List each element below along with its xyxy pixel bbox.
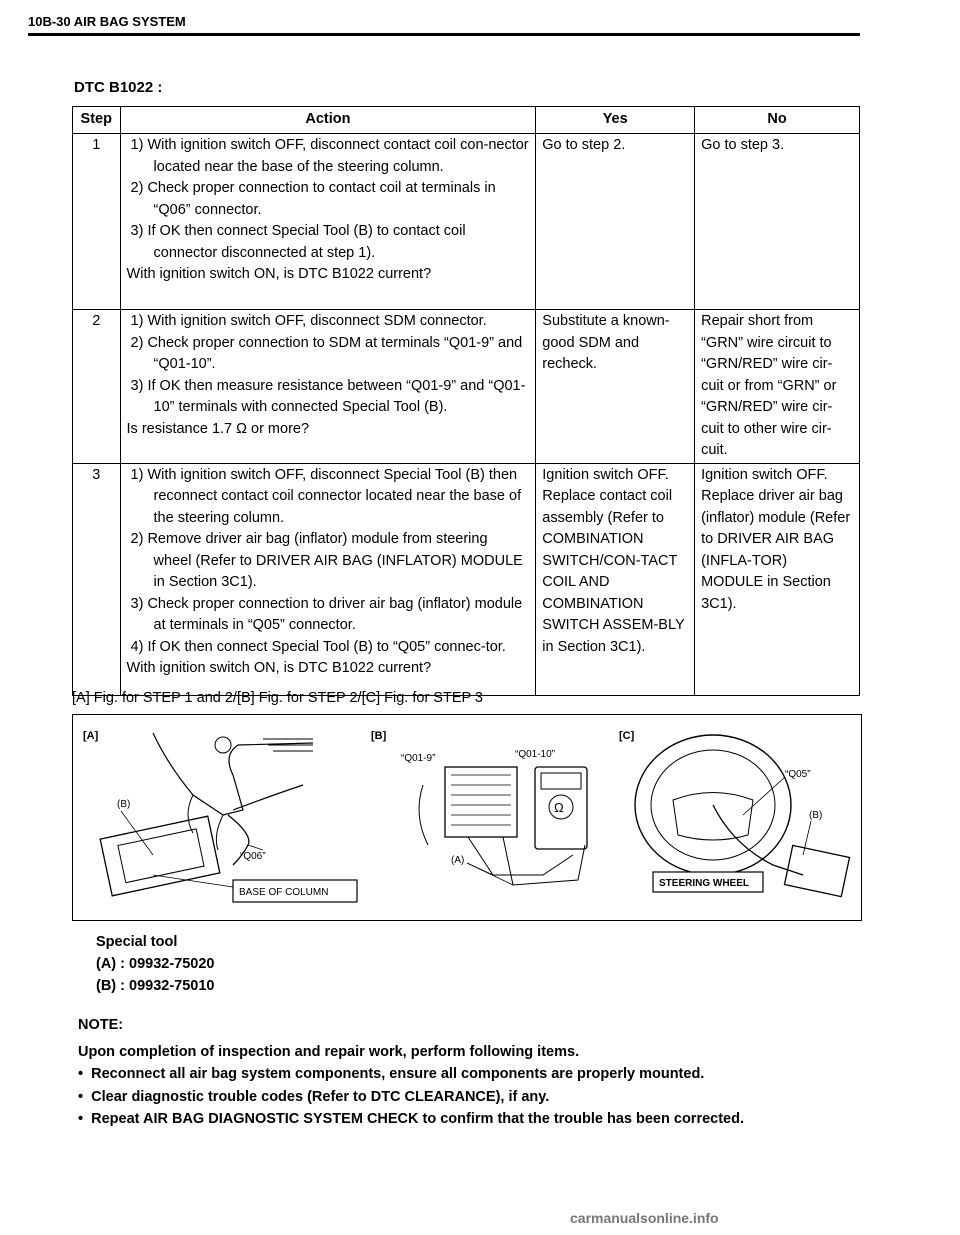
- col-action: Action: [120, 107, 536, 134]
- special-tool-block: [96, 931, 215, 997]
- yes-cell: Substitute a known-good SDM and recheck.: [536, 310, 695, 464]
- action-cell: [120, 310, 536, 464]
- action-question: Is resistance 1.7 Ω or more?: [126, 420, 310, 437]
- figure-box: [72, 714, 862, 921]
- note-block: [78, 1014, 744, 1131]
- step-number: 3: [73, 463, 121, 695]
- panel-c-connector: “Q05”: [785, 769, 811, 780]
- action-item: 3) Check proper connection to driver air bag (inflator) module at terminals in “Q05” connector.: [130, 595, 523, 633]
- table-header-row: [73, 107, 860, 134]
- table-row: [73, 463, 860, 695]
- special-tool-title: Special tool: [96, 934, 178, 950]
- table-row: [73, 310, 860, 464]
- dtc-title: DTC B1022 :: [74, 79, 163, 96]
- page-header: 10B-30 AIR BAG SYSTEM: [28, 14, 186, 29]
- action-item: 2) Check proper connection to SDM at terminals “Q01-9” and “Q01-10”.: [130, 334, 523, 372]
- header-rule: [28, 33, 860, 36]
- action-item: 3) If OK then connect Special Tool (B) to contact coil connector disconnected at step 1).: [130, 223, 466, 261]
- special-tool-b: (B) : 09932-75010: [96, 978, 215, 994]
- panel-a-tool: (B): [117, 799, 131, 810]
- action-item: 1) With ignition switch OFF, disconnect SDM connector.: [130, 313, 487, 329]
- figure-caption: [A] Fig. for STEP 1 and 2/[B] Fig. for STEP 2/[C] Fig. for STEP 3: [72, 690, 483, 706]
- col-step: Step: [73, 107, 121, 134]
- panel-b-terminal-2: “Q01-10”: [515, 749, 556, 760]
- yes-cell: Ignition switch OFF. Replace contact coil assembly (Refer to COMBINATION SWITCH/CON-TACT COIL AND COMBINATION SWITCH ASSEM-BLY in Section 3C1).: [536, 463, 695, 695]
- action-question: With ignition switch ON, is DTC B1022 current?: [126, 266, 432, 282]
- step-number: 2: [73, 310, 121, 464]
- no-cell: Repair short from “GRN” wire circuit to “GRN/RED” wire cir-cuit or from “GRN” or “GRN/RED” wire cir-cuit to other wire cir-cuit.: [695, 310, 860, 464]
- panel-b-label: [B]: [371, 730, 387, 742]
- no-cell: Go to step 3.: [695, 134, 860, 310]
- yes-cell: Go to step 2.: [536, 134, 695, 310]
- note-intro: Upon completion of inspection and repair work, perform following items.: [78, 1043, 580, 1060]
- panel-c: [619, 730, 850, 897]
- no-cell: Ignition switch OFF. Replace driver air bag (inflator) module (Refer to DRIVER AIR BAG (INFLA-TOR) MODULE in Section 3C1).: [695, 463, 860, 695]
- panel-c-tool: (B): [809, 810, 823, 821]
- note-bullet: • Clear diagnostic trouble codes (Refer to DTC CLEARANCE), if any.: [78, 1088, 550, 1105]
- panel-b-ohm-symbol: Ω: [554, 800, 564, 815]
- action-item: 3) If OK then measure resistance between “Q01-9” and “Q01-10” terminals with connected Special Tool (B).: [130, 377, 526, 415]
- diagnostic-table: [72, 106, 860, 696]
- step-number: 1: [73, 134, 121, 310]
- panel-b-tool: (A): [451, 855, 465, 866]
- action-item: 1) With ignition switch OFF, disconnect Special Tool (B) then reconnect contact coil connector located near the base of the steering column.: [130, 466, 522, 526]
- figure-illustration: [73, 715, 861, 920]
- panel-c-box-label: STEERING WHEEL: [659, 878, 750, 889]
- panel-b: [371, 730, 587, 885]
- panel-a-connector: “Q06”: [240, 851, 266, 862]
- panel-a-label: [A]: [83, 730, 99, 742]
- note-bullet: • Reconnect all air bag system components, ensure all components are properly mounted.: [78, 1066, 705, 1082]
- panel-c-label: [C]: [619, 730, 635, 742]
- note-bullet: • Repeat AIR BAG DIAGNOSTIC SYSTEM CHECK to confirm that the trouble has been corrected.: [78, 1111, 744, 1127]
- action-item: 2) Check proper connection to contact coil at terminals in “Q06” connector.: [130, 180, 496, 218]
- action-question: With ignition switch ON, is DTC B1022 current?: [126, 660, 432, 676]
- col-yes: Yes: [536, 107, 695, 134]
- action-item: 4) If OK then connect Special Tool (B) to “Q05” connec-tor.: [130, 638, 506, 655]
- col-no: No: [695, 107, 860, 134]
- panel-a-box-label: BASE OF COLUMN: [239, 887, 329, 898]
- action-item: 2) Remove driver air bag (inflator) module from steering wheel (Refer to DRIVER AIR BAG (INFLATOR) MODULE in Section 3C1).: [130, 531, 523, 590]
- table-row: [73, 134, 860, 310]
- action-item: 1) With ignition switch OFF, disconnect contact coil con-nector located near the base of the steering column.: [130, 137, 529, 175]
- action-cell: [120, 463, 536, 695]
- action-cell: [120, 134, 536, 310]
- watermark-footer: carmanualsonline.info: [570, 1210, 719, 1226]
- panel-b-terminal-1: “Q01-9”: [401, 753, 436, 764]
- note-title: NOTE:: [78, 1017, 124, 1033]
- panel-a: [83, 730, 357, 902]
- special-tool-a: (A) : 09932-75020: [96, 956, 215, 972]
